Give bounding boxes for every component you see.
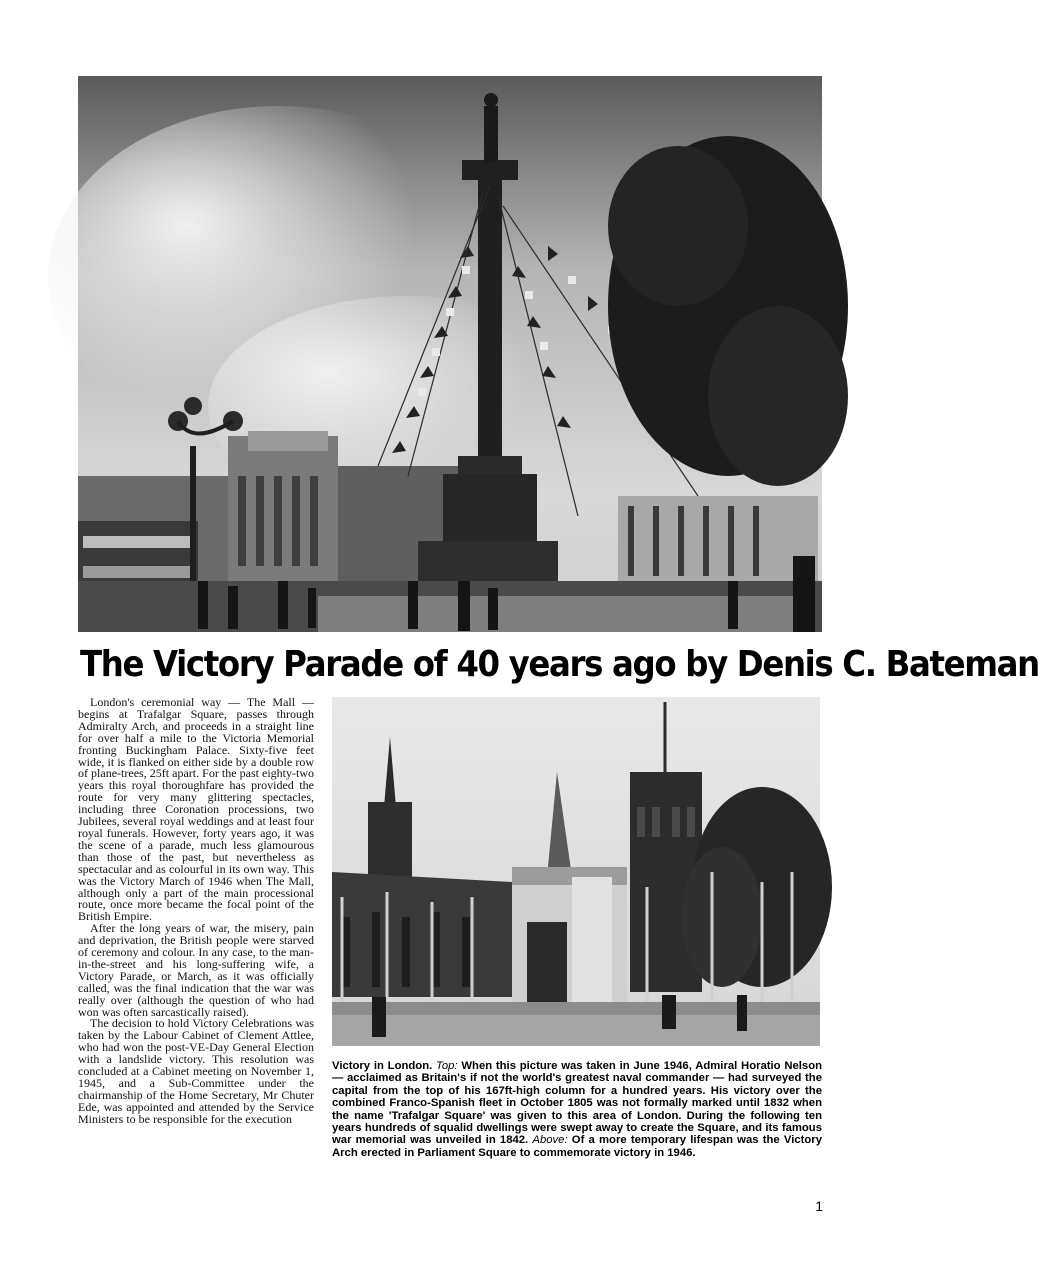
caption-above-text: Of a more temporary lifespan was the Victory Arch erected in Parliament Square to commemorate victory in 1946. xyxy=(332,1134,822,1159)
page-number: 1 xyxy=(815,1198,823,1214)
victory-arch-photo xyxy=(332,697,820,1046)
victory-arch-illustration xyxy=(332,697,820,1046)
trafalgar-square-photo xyxy=(78,76,822,632)
body-paragraph: The decision to hold Victory Celebrations was taken by the Labour Cabinet of Clement Attlee, who had won the post-VE-Day General Election with a landslide victory. This resolution was concluded at a Cabinet meeting on November 1, 1945, and a Sub-Committee under the chairmanship of the Home Secretary, Mr Chuter Ede, was appointed and attended by the Service Ministers to be responsible for the execution xyxy=(78,1016,314,1126)
trafalgar-square-illustration xyxy=(78,76,822,632)
article-headline: The Victory Parade of 40 years ago by Denis C. Bateman xyxy=(80,644,1039,685)
article-body xyxy=(78,697,314,1187)
body-paragraph: After the long years of war, the misery, pain and deprivation, the British people were starved of ceremony and colour. In any case, to the man-in-the-street and his long-suffering wife, a Victory Parade, or March, as it was officially called, was the final indication that the war was really over (although the question of who had won was often sarcastically raised). xyxy=(78,921,314,1019)
caption-above-label: Above: xyxy=(532,1134,568,1147)
photo-caption xyxy=(332,1060,822,1159)
body-paragraph: London's ceremonial way — The Mall — begins at Trafalgar Square, passes through Admiralty Arch, and proceeds in a straight line for over half a mile to the Victoria Memorial fronting Buckingham Palace. Sixty-five feet wide, it is flanked on either side by a double row of plane-trees, 25ft apart. For the past eighty-two years this royal thoroughfare has provided the route for very many glittering spectacles, including three Coronation processions, two Jubilees, several royal weddings and at least four royal funerals. However, forty years ago, it was the scene of a parade, much less glamourous than those of the past, but nevertheless as spectacular and as colourful in its own way. This was the Victory March of 1946 when The Mall, although only a part of the main processional route, once more became the focal point of the British Empire. xyxy=(78,695,314,924)
caption-top-text: When this picture was taken in June 1946, Admiral Horatio Nelson — acclaimed as Britain's if not the world's greatest naval commander — had surveyed the capital from the top of his 167ft-high column for a hundred years. His victory over the combined Franco-Spanish fleet in October 1805 was not formally marked until 1832 when the name 'Trafalgar Square' was given to this area of London. During the following ten years hundreds of squalid dwellings were swept away to create the Square, and its famous war memorial was unveiled in 1842. xyxy=(332,1060,823,1147)
caption-lead: Victory in London. xyxy=(332,1060,433,1072)
caption-top-label: Top: xyxy=(436,1060,458,1072)
